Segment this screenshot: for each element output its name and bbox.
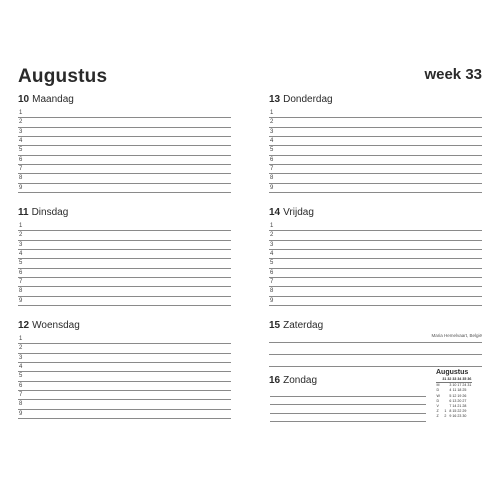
hour-line[interactable]: 6 [18,156,231,165]
hour-line[interactable]: 9 [269,297,482,306]
date-cell: 26 [462,393,467,398]
day-name: Dinsdag [31,207,69,218]
day-name: Vrijdag [283,207,314,218]
date-cell: 3 [449,383,452,388]
date-cell: 7 [449,404,452,409]
weekday-letter: M [436,383,440,388]
date-cell: 11 [452,388,457,393]
month-title: Augustus [18,66,108,87]
day-name: Zaterdag [283,320,324,331]
calendar-row [436,414,472,419]
week-number: 31 [442,377,447,381]
date-cell: 29 [462,409,467,414]
hour-line[interactable]: 1 [269,222,482,231]
date-cell: 31 [467,383,472,388]
hour-line[interactable]: 1 [18,335,231,344]
hour-line[interactable]: 5 [18,146,231,155]
weekday-letter: Z [436,409,439,414]
hour-line[interactable]: 1 [269,109,482,118]
hour-line[interactable]: 5 [18,259,231,268]
date-cell: 15 [452,409,457,414]
hour-line[interactable]: 2 [269,231,482,240]
hour-line[interactable]: 2 [18,118,231,127]
hour-line[interactable]: 6 [269,269,482,278]
date-cell [467,414,472,419]
day-thursday [269,94,482,193]
week-number: week 33 [424,66,482,83]
day-number: 13 [269,94,281,105]
mini-calendar [436,369,482,420]
hour-line[interactable]: 1 [18,109,231,118]
day-number: 12 [18,320,30,331]
date-cell: 9 [449,414,452,419]
day-monday [18,94,231,193]
note-line[interactable] [270,388,426,397]
hour-line[interactable]: 8 [18,174,231,183]
date-cell: 2 [444,414,447,419]
date-cell: 17 [457,383,462,388]
hour-line[interactable]: 2 [18,231,231,240]
hour-line[interactable]: 9 [269,184,482,193]
hour-line[interactable]: 4 [18,250,231,259]
week-number: 33 [452,377,457,381]
hour-line[interactable]: 5 [269,146,482,155]
date-cell: 27 [462,398,467,403]
date-cell: 1 [444,409,447,414]
date-cell: 24 [462,383,467,388]
hour-line[interactable]: 4 [18,363,231,372]
hour-line[interactable]: 3 [269,128,482,137]
hour-line[interactable]: 9 [18,410,231,419]
date-cell: 30 [462,414,467,419]
day-friday [269,207,482,306]
date-cell: 19 [457,393,462,398]
date-cell: 6 [449,398,452,403]
hour-line[interactable]: 9 [18,184,231,193]
hour-line[interactable]: 3 [18,241,231,250]
weekday-letter: D [436,388,440,393]
hour-line[interactable]: 8 [18,400,231,409]
hour-line[interactable]: 7 [269,278,482,287]
hour-line[interactable]: 3 [18,354,231,363]
hour-line[interactable]: 4 [269,137,482,146]
date-cell: 22 [457,409,462,414]
date-cell: 10 [452,383,457,388]
note-line[interactable] [269,343,482,355]
hour-line[interactable]: 9 [18,297,231,306]
weekday-letter: V [436,404,439,409]
day-number: 11 [18,207,29,218]
date-cell: 23 [457,414,462,419]
hour-line[interactable]: 6 [269,156,482,165]
hour-line[interactable]: 7 [18,165,231,174]
date-cell: 13 [452,398,457,403]
day-number: 14 [269,207,281,218]
date-cell: 18 [457,388,462,393]
day-name: Zondag [283,375,318,386]
note-line[interactable] [269,355,482,367]
week-number: 32 [447,377,452,381]
day-name: Donderdag [283,94,333,105]
date-cell: 20 [457,398,462,403]
sunday-note-lines [270,388,426,422]
date-cell: 16 [452,414,457,419]
week-number: 34 [457,377,462,381]
date-cell: 21 [457,404,462,409]
note-line[interactable] [270,397,426,406]
day-wednesday [18,320,231,419]
date-cell: 14 [452,404,457,409]
day-name: Maandag [32,94,74,105]
hour-line[interactable]: 1 [18,222,231,231]
note-line[interactable] [270,414,426,423]
note-line[interactable] [270,405,426,414]
hour-line[interactable]: 6 [18,382,231,391]
hour-line[interactable]: 5 [18,372,231,381]
hour-line[interactable]: 5 [269,259,482,268]
date-cell: 5 [449,393,452,398]
day-sunday [269,375,429,387]
mini-calendar-title: Augustus [436,369,469,376]
hour-line[interactable]: 8 [269,174,482,183]
hour-line[interactable]: 2 [18,344,231,353]
hour-line[interactable]: 3 [18,128,231,137]
hour-line[interactable]: 3 [269,241,482,250]
hour-line[interactable]: 7 [269,165,482,174]
day-number: 16 [269,375,281,386]
date-cell: 8 [449,409,452,414]
weekday-letter: Z [436,414,439,419]
week-number: 35 [462,377,467,381]
mini-calendar-table [436,377,472,420]
day-saturday [269,320,482,367]
hour-line[interactable]: 4 [18,137,231,146]
hour-line[interactable]: 8 [18,287,231,296]
hour-line[interactable]: 8 [269,287,482,296]
holiday-note: Maria Hemelvaart, België [431,333,482,338]
date-cell: 28 [462,404,467,409]
hour-line[interactable]: 2 [269,118,482,127]
hour-line[interactable]: 4 [269,250,482,259]
weekday-letter: W [436,393,440,398]
day-name: Woensdag [32,320,80,331]
weekday-letter: D [436,398,440,403]
day-number: 15 [269,320,281,331]
date-cell: 12 [452,393,457,398]
date-cell: 4 [449,388,452,393]
date-cell: 25 [462,388,467,393]
hour-line[interactable]: 7 [18,278,231,287]
day-tuesday [18,207,231,306]
day-number: 10 [18,94,30,105]
hour-line[interactable]: 6 [18,269,231,278]
hour-line[interactable]: 7 [18,391,231,400]
week-number: 36 [467,377,472,381]
